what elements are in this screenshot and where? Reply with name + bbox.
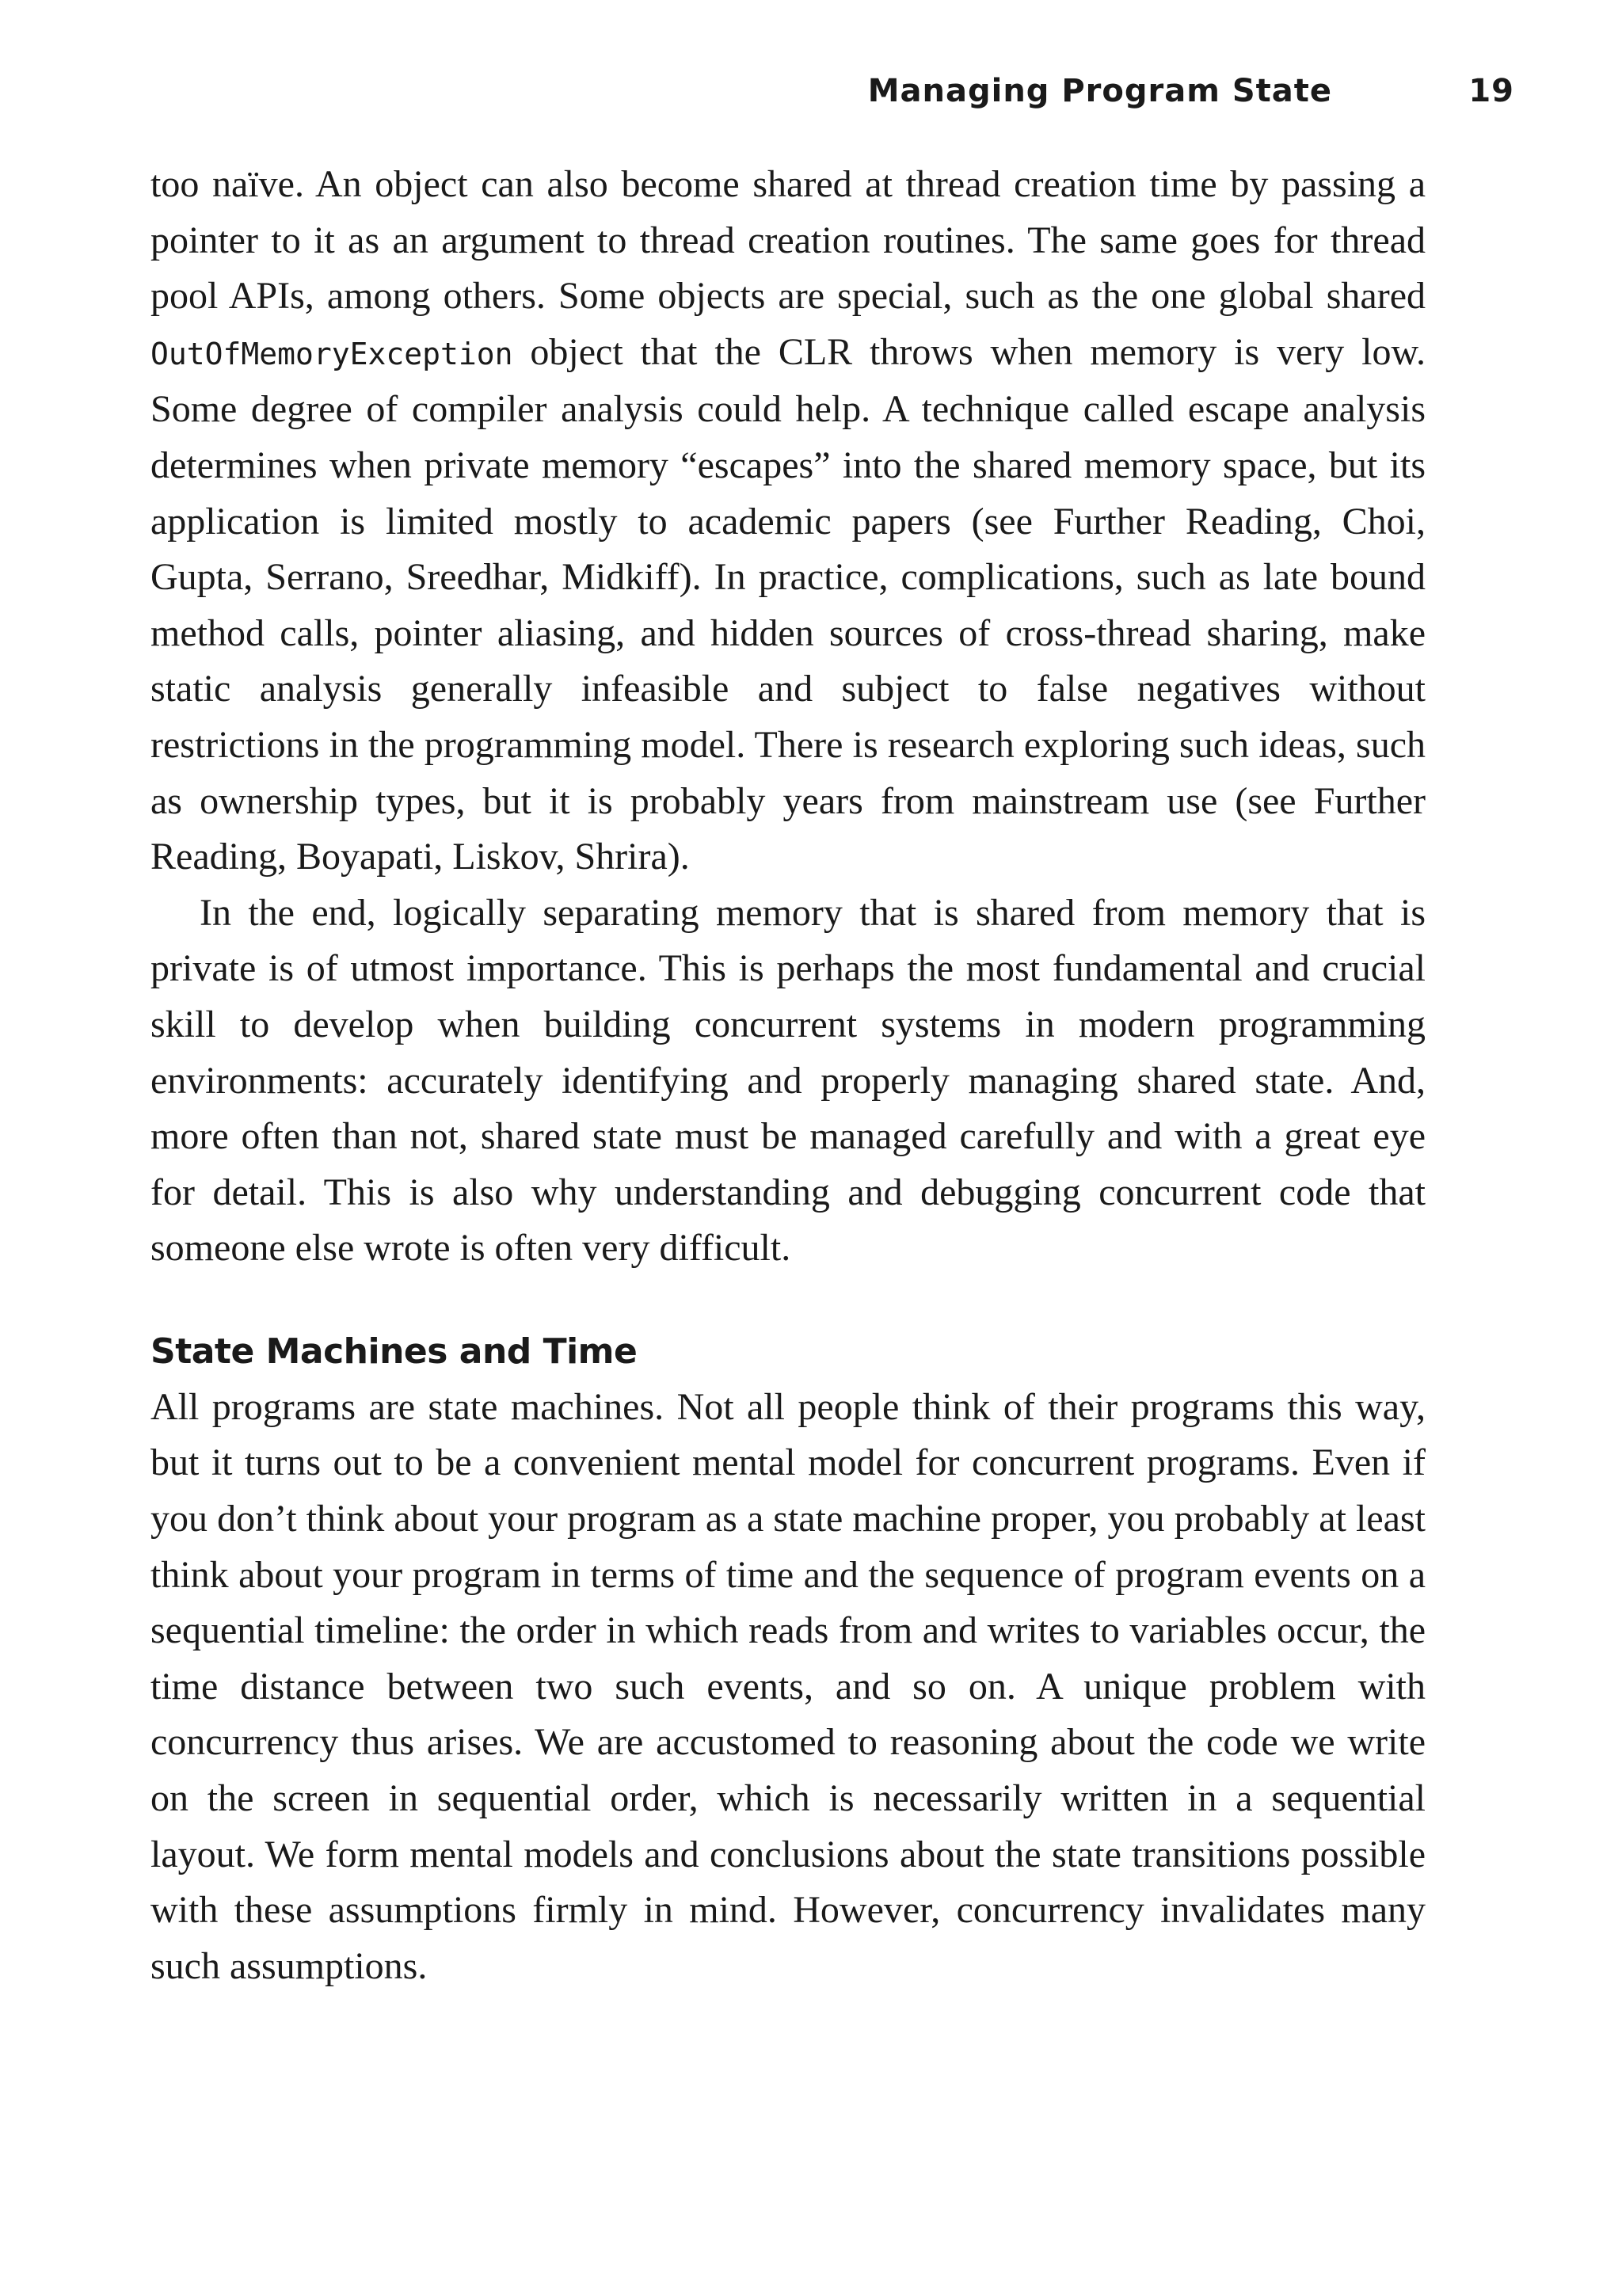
paragraph-2: In the end, logically separating memory that is shared from memory that is private is of utmost importance. This is perhaps the most fundamental and crucial skill to develop when building concurrent systems in modern programming environments: accurately identifying and properly managing shared state. And, more often than not, shared state must be managed carefully and with a great eye for detail. This is also why understanding and debugging concurrent code that someone else wrote is often very difficult. — [150, 891, 1426, 1270]
page-number: 19 — [1468, 73, 1514, 109]
paragraph-continued — [150, 157, 1426, 885]
body-text — [150, 157, 1426, 1994]
paragraph-1-text-a: too naïve. An object can also become shared at thread creation time by passing a pointer to it as an argument to thread creation routines. The same goes for thread pool APIs, among others. Some objects are special, such as the one global shared — [150, 163, 1426, 318]
running-head-title: Managing Program State — [867, 73, 1332, 109]
running-head — [150, 73, 1514, 120]
section-heading: State Machines and Time — [150, 1331, 638, 1372]
inline-code: OutOfMemoryException — [150, 336, 513, 371]
section-paragraph: All programs are state machines. Not all people think of their programs this way, but it turns out to be a convenient mental model for concurrent programs. Even if you don’t think about your program as a state machine proper, you probably at least think about your program in terms of time and the sequence of program events on a sequential timeline: the order in which reads from and writes to variables occur, the time distance between two such events, and so on. A unique problem with concurrency thus arises. We are accustomed to reasoning about the code we write on the screen in sequential order, which is necessarily written in a sequential layout. We form mental models and conclusions about the state transitions possible with these assumptions firmly in mind. However, concurrency invalidates many such assumptions. — [150, 1385, 1426, 1987]
paragraph-1-text-b: object that the CLR throws when memory is very low. Some degree of compiler analysis could help. A technique called escape analysis determines when private memory “escapes” into the shared memory space, but its application is limited mostly to academic papers (see Further Reading, Choi, Gupta, Serrano, Sreedhar, Midkiff). In practice, complications, such as late bound method calls, pointer aliasing, and hidden sources of cross-thread sharing, make static analysis generally infeasible and subject to false negatives without restrictions in the programming model. There is research exploring such ideas, such as ownership types, but it is probably years from mainstream use (see Further Reading, Boyapati, Liskov, Shrira). — [150, 330, 1426, 878]
